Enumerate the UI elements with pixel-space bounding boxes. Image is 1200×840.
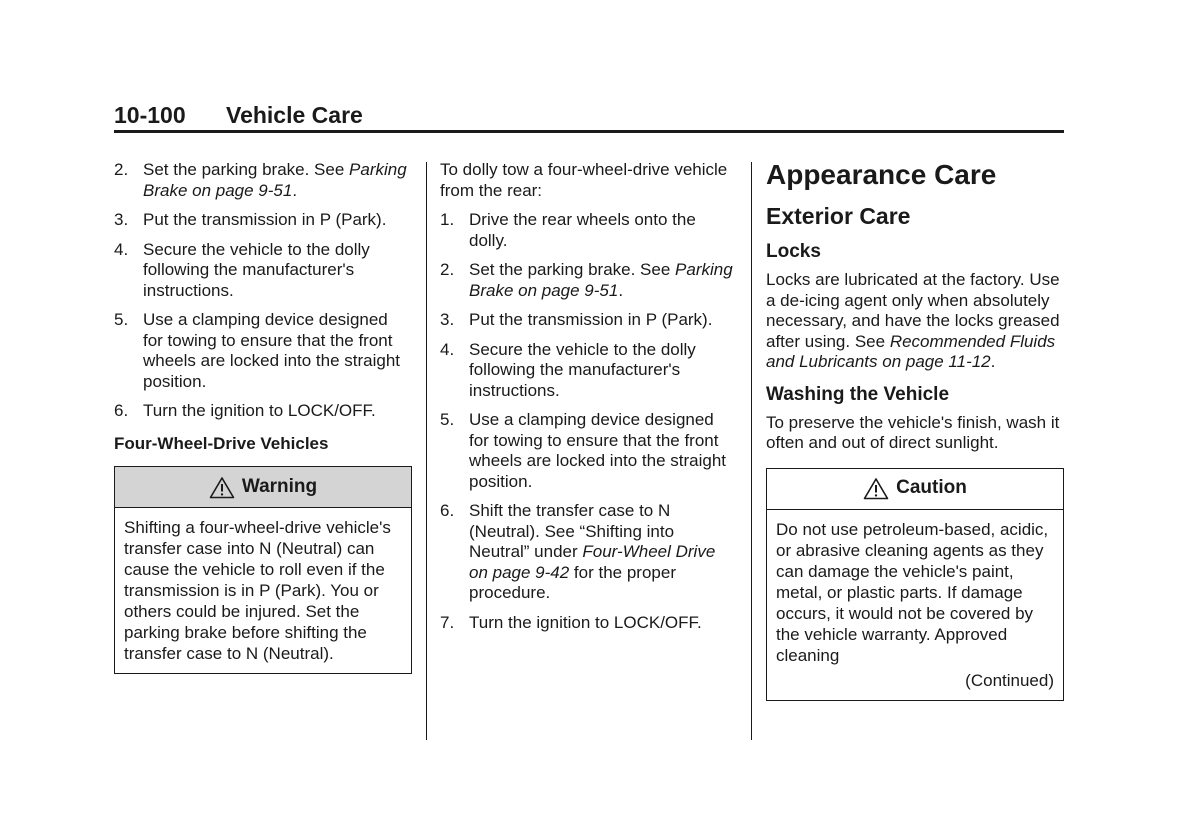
warning-triangle-icon — [209, 476, 235, 499]
caution-header — [767, 469, 1063, 510]
page-number: 10-100 — [114, 102, 186, 128]
column-1 — [114, 160, 412, 674]
subheading: Four-Wheel-Drive Vehicles — [114, 433, 329, 453]
list-item: 3. Put the transmission in P (Park). — [440, 310, 713, 329]
step-list — [114, 160, 412, 422]
page-reference-link[interactable]: Parking Brake on page 9-51 — [469, 260, 733, 300]
column-divider — [751, 162, 752, 740]
subsection-heading: Exterior Care — [766, 203, 911, 229]
list-item: 4. Secure the vehicle to the dolly following the manufacturer's instructions. — [114, 239, 370, 300]
warning-title: Warning — [241, 475, 318, 497]
list-item: 1. Drive the rear wheels onto the dolly. — [440, 210, 696, 250]
page-header — [114, 100, 1064, 133]
warning-box — [114, 466, 412, 674]
list-item: 3. Put the transmission in P (Park). — [114, 210, 387, 229]
column-3 — [766, 160, 1064, 701]
list-item: 2. Set the parking brake. See Parking Brake on page 9-51. — [114, 160, 407, 200]
warning-triangle-icon — [863, 477, 889, 500]
column-divider — [426, 162, 427, 740]
page-reference-link[interactable]: Recommended Fluids and Lubricants on page 11-12 — [766, 331, 1056, 371]
page-reference-link[interactable]: Parking Brake on page 9-51 — [143, 160, 407, 200]
warning-header — [115, 467, 411, 508]
washing-paragraph: To preserve the vehicle's finish, wash it often and out of direct sunlight. — [766, 412, 1060, 452]
continued-label: (Continued) — [965, 670, 1054, 690]
locks-heading: Locks — [766, 241, 821, 262]
list-item: 6. Shift the transfer case to N (Neutral). See “Shifting into Neutral” under Four-Wheel Drive on page 9-42 for the proper procedure. — [440, 501, 716, 602]
list-item: 5. Use a clamping device designed for towing to ensure that the front wheels are locked into the straight position. — [440, 410, 727, 491]
section-heading: Appearance Care — [766, 159, 997, 190]
caution-body: Do not use petroleum-based, acidic, or abrasive cleaning agents as they can damage the vehicle's paint, metal, or plastic parts. If damage occurs, it would not be covered by the vehicle warranty. Approved cleaning (Continued) — [776, 519, 1054, 690]
column-2 — [440, 160, 738, 642]
list-item: 7. Turn the ignition to LOCK/OFF. — [440, 612, 702, 632]
list-item: 2. Set the parking brake. See Parking Brake on page 9-51. — [440, 260, 733, 300]
caution-box — [766, 468, 1064, 701]
intro-text: To dolly tow a four-wheel-drive vehicle from the rear: — [440, 160, 728, 200]
list-item: 4. Secure the vehicle to the dolly following the manufacturer's instructions. — [440, 339, 696, 400]
locks-paragraph: Locks are lubricated at the factory. Use a de-icing agent only when absolutely necessary, and have the locks greased after using. See Recommended Fluids and Lubricants on page 11-12. — [766, 270, 1060, 371]
caution-title: Caution — [896, 477, 967, 499]
list-item: 6. Turn the ignition to LOCK/OFF. — [114, 401, 376, 420]
list-item: 5. Use a clamping device designed for towing to ensure that the front wheels are locked into the straight position. — [114, 310, 401, 391]
washing-heading: Washing the Vehicle — [766, 383, 950, 405]
warning-body: Shifting a four-wheel-drive vehicle's transfer case into N (Neutral) can cause the vehicle to roll even if the transmission is in P (Park). You or others could be injured. Set the parking brake before shifting the transfer case to N (Neutral). — [124, 518, 391, 663]
step-list — [440, 210, 738, 633]
section-title: Vehicle Care — [226, 102, 363, 128]
page-reference-link[interactable]: Four-Wheel Drive on page 9-42 — [469, 542, 716, 582]
